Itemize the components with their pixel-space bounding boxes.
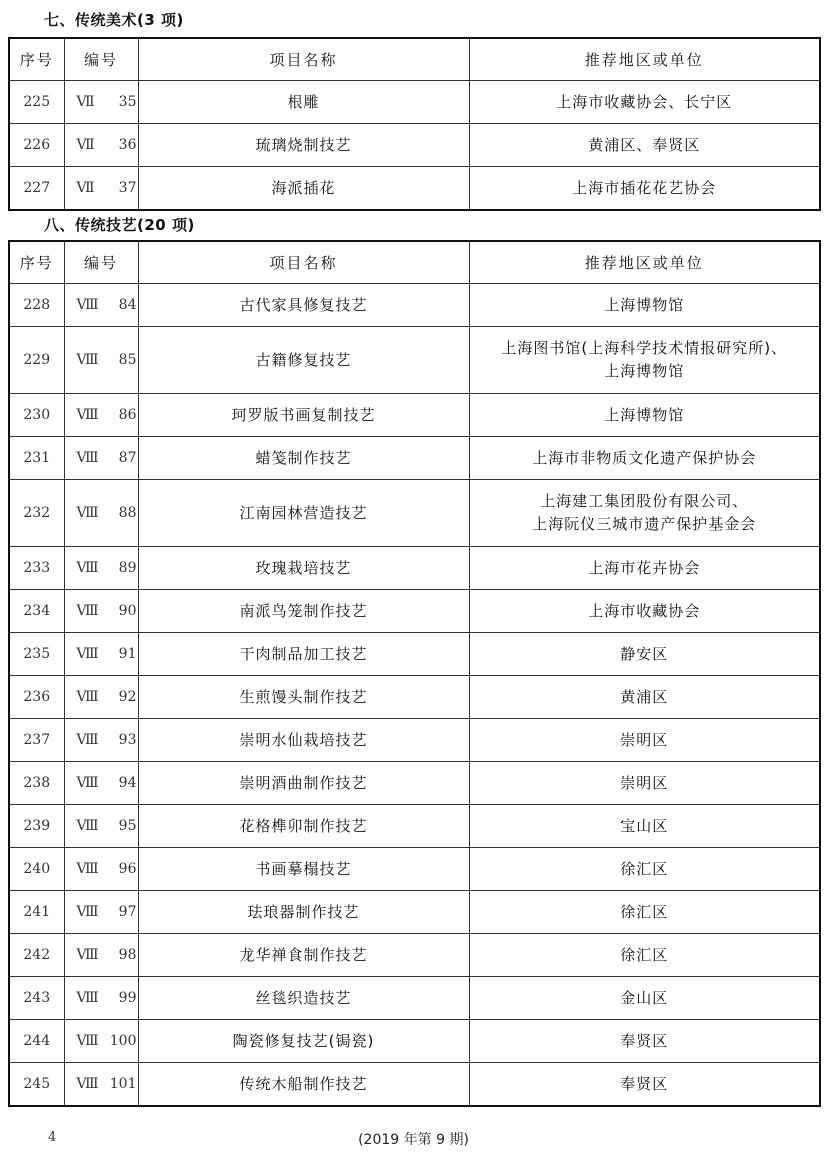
row-recommending-unit (469, 590, 820, 633)
code-category: Ⅷ (76, 559, 99, 576)
code-category: Ⅷ (76, 731, 99, 748)
table-row (9, 124, 820, 167)
row-code (64, 394, 138, 437)
code-number: 86 (118, 406, 137, 423)
row-recommending-unit (469, 1063, 820, 1107)
section-8-title: 八、传统技艺(20 项) (44, 216, 195, 234)
row-recommending-unit (469, 547, 820, 590)
row-code (64, 719, 138, 762)
row-seq: 245 (9, 1063, 64, 1107)
row-seq: 231 (9, 437, 64, 480)
row-recommending-unit (469, 327, 820, 394)
row-recommending-unit (469, 977, 820, 1020)
table-row (9, 394, 820, 437)
row-recommending-unit (469, 480, 820, 547)
unit-line: 崇明区 (620, 730, 669, 749)
code-category: Ⅶ (76, 179, 95, 196)
code-number: 98 (118, 946, 137, 963)
code-category: Ⅷ (76, 989, 99, 1006)
table-header-row (9, 241, 820, 284)
table-row (9, 762, 820, 805)
row-seq: 233 (9, 547, 64, 590)
code-number: 93 (118, 731, 137, 748)
row-recommending-unit (469, 167, 820, 211)
row-code (64, 1063, 138, 1107)
code-number: 85 (118, 351, 137, 368)
code-number: 94 (118, 774, 137, 791)
row-recommending-unit (469, 891, 820, 934)
row-project-name: 根雕 (138, 81, 469, 124)
row-project-name: 南派鸟笼制作技艺 (138, 590, 469, 633)
row-project-name: 丝毯织造技艺 (138, 977, 469, 1020)
row-project-name: 崇明水仙栽培技艺 (138, 719, 469, 762)
row-seq: 238 (9, 762, 64, 805)
code-number: 91 (118, 645, 137, 662)
unit-line: 黄浦区、奉贤区 (588, 135, 701, 154)
unit-line: 上海市花卉协会 (588, 558, 701, 577)
header-code: 编号 (64, 38, 138, 81)
page-number: 4 (48, 1130, 57, 1145)
code-category: Ⅷ (76, 1075, 99, 1092)
row-code (64, 480, 138, 547)
row-code (64, 124, 138, 167)
row-code (64, 437, 138, 480)
row-code (64, 891, 138, 934)
row-seq: 242 (9, 934, 64, 977)
table-row (9, 590, 820, 633)
row-seq: 230 (9, 394, 64, 437)
code-category: Ⅷ (76, 645, 99, 662)
row-project-name: 琉璃烧制技艺 (138, 124, 469, 167)
row-code (64, 167, 138, 211)
unit-line: 静安区 (620, 644, 669, 663)
table-row (9, 676, 820, 719)
row-project-name: 书画摹榻技艺 (138, 848, 469, 891)
row-code (64, 762, 138, 805)
row-code (64, 327, 138, 394)
row-seq: 228 (9, 284, 64, 327)
code-number: 97 (118, 903, 137, 920)
row-seq: 227 (9, 167, 64, 211)
code-number: 100 (109, 1032, 137, 1049)
unit-line: 上海市非物质文化遗产保护协会 (532, 448, 757, 467)
unit-line: 上海建工集团股份有限公司、 (540, 492, 749, 510)
row-recommending-unit (469, 1020, 820, 1063)
unit-line: 上海市收藏协会、长宁区 (556, 92, 733, 111)
row-recommending-unit (469, 805, 820, 848)
row-code (64, 1020, 138, 1063)
row-seq: 232 (9, 480, 64, 547)
row-recommending-unit (469, 81, 820, 124)
row-seq: 240 (9, 848, 64, 891)
code-number: 101 (109, 1075, 137, 1092)
row-recommending-unit (469, 762, 820, 805)
traditional-craft-table (8, 240, 821, 1107)
code-category: Ⅷ (76, 449, 99, 466)
row-recommending-unit (469, 934, 820, 977)
code-number: 99 (118, 989, 137, 1006)
table-row (9, 167, 820, 211)
code-number: 96 (118, 860, 137, 877)
code-number: 87 (118, 449, 137, 466)
header-project-name: 项目名称 (138, 38, 469, 81)
row-seq: 241 (9, 891, 64, 934)
code-number: 89 (118, 559, 137, 576)
header-code: 编号 (64, 241, 138, 284)
row-code (64, 676, 138, 719)
row-code (64, 805, 138, 848)
unit-line: 黄浦区 (620, 687, 669, 706)
row-project-name: 古代家具修复技艺 (138, 284, 469, 327)
row-project-name: 花格榫卯制作技艺 (138, 805, 469, 848)
row-recommending-unit (469, 676, 820, 719)
row-project-name: 珂罗版书画复制技艺 (138, 394, 469, 437)
header-recommending-unit: 推荐地区或单位 (469, 241, 820, 284)
code-category: Ⅷ (76, 296, 99, 313)
code-category: Ⅷ (76, 1032, 99, 1049)
row-project-name: 生煎馒头制作技艺 (138, 676, 469, 719)
row-project-name: 蜡笺制作技艺 (138, 437, 469, 480)
code-number: 84 (118, 296, 137, 313)
unit-line: 宝山区 (620, 816, 669, 835)
header-project-name: 项目名称 (138, 241, 469, 284)
row-code (64, 81, 138, 124)
code-category: Ⅷ (76, 602, 99, 619)
unit-line: 徐汇区 (620, 945, 669, 964)
unit-line: 徐汇区 (620, 859, 669, 878)
code-category: Ⅷ (76, 688, 99, 705)
header-seq: 序号 (9, 241, 64, 284)
row-project-name: 江南园林营造技艺 (138, 480, 469, 547)
unit-line: 奉贤区 (620, 1074, 669, 1093)
code-category: Ⅷ (76, 903, 99, 920)
table-row (9, 848, 820, 891)
row-seq: 244 (9, 1020, 64, 1063)
table-row (9, 805, 820, 848)
unit-line: 上海博物馆 (604, 405, 685, 424)
table-row (9, 1020, 820, 1063)
code-number: 92 (118, 688, 137, 705)
row-code (64, 633, 138, 676)
row-project-name: 崇明酒曲制作技艺 (138, 762, 469, 805)
row-seq: 226 (9, 124, 64, 167)
row-code (64, 934, 138, 977)
table-row (9, 891, 820, 934)
row-seq: 243 (9, 977, 64, 1020)
row-recommending-unit (469, 437, 820, 480)
code-category: Ⅷ (76, 946, 99, 963)
table-row (9, 633, 820, 676)
unit-line: 上海博物馆 (604, 295, 685, 314)
row-seq: 225 (9, 81, 64, 124)
code-category: Ⅷ (76, 406, 99, 423)
code-number: 88 (118, 504, 137, 521)
code-number: 36 (118, 136, 137, 153)
row-code (64, 848, 138, 891)
header-seq: 序号 (9, 38, 64, 81)
table-row (9, 437, 820, 480)
row-seq: 234 (9, 590, 64, 633)
row-code (64, 977, 138, 1020)
table-row (9, 81, 820, 124)
unit-line: 徐汇区 (620, 902, 669, 921)
code-category: Ⅷ (76, 351, 99, 368)
unit-line: 上海市插花花艺协会 (572, 178, 717, 197)
row-seq: 235 (9, 633, 64, 676)
row-project-name: 玫瑰栽培技艺 (138, 547, 469, 590)
code-category: Ⅶ (76, 136, 95, 153)
code-category: Ⅷ (76, 817, 99, 834)
row-project-name: 陶瓷修复技艺(锔瓷) (138, 1020, 469, 1063)
row-project-name: 龙华禅食制作技艺 (138, 934, 469, 977)
code-number: 95 (118, 817, 137, 834)
unit-line-2: 上海博物馆 (604, 362, 685, 380)
code-category: Ⅷ (76, 860, 99, 877)
row-project-name: 海派插花 (138, 167, 469, 211)
code-number: 35 (118, 93, 137, 110)
unit-line: 奉贤区 (620, 1031, 669, 1050)
issue-label: (2019 年第 9 期) (358, 1132, 469, 1148)
traditional-art-table (8, 37, 821, 211)
table-row (9, 1063, 820, 1107)
row-recommending-unit (469, 633, 820, 676)
section-7-title: 七、传统美术(3 项) (44, 11, 184, 29)
unit-line: 上海市收藏协会 (588, 601, 701, 620)
row-seq: 239 (9, 805, 64, 848)
row-recommending-unit (469, 394, 820, 437)
table-row (9, 977, 820, 1020)
row-project-name: 古籍修复技艺 (138, 327, 469, 394)
row-project-name: 珐琅器制作技艺 (138, 891, 469, 934)
row-project-name: 干肉制品加工技艺 (138, 633, 469, 676)
row-recommending-unit (469, 848, 820, 891)
table-row (9, 934, 820, 977)
unit-line: 金山区 (620, 988, 669, 1007)
row-seq: 229 (9, 327, 64, 394)
code-category: Ⅷ (76, 774, 99, 791)
row-seq: 237 (9, 719, 64, 762)
row-code (64, 547, 138, 590)
code-category: Ⅷ (76, 504, 99, 521)
unit-line-2: 上海阮仪三城市遗产保护基金会 (532, 515, 757, 533)
row-recommending-unit (469, 284, 820, 327)
code-number: 37 (118, 179, 137, 196)
table-row (9, 284, 820, 327)
row-code (64, 284, 138, 327)
table-header-row (9, 38, 820, 81)
row-recommending-unit (469, 719, 820, 762)
row-code (64, 590, 138, 633)
unit-line: 上海图书馆(上海科学技术情报研究所)、 (501, 339, 788, 357)
code-category: Ⅶ (76, 93, 95, 110)
table-row (9, 547, 820, 590)
table-row (9, 719, 820, 762)
row-recommending-unit (469, 124, 820, 167)
table-row (9, 480, 820, 547)
header-recommending-unit: 推荐地区或单位 (469, 38, 820, 81)
row-seq: 236 (9, 676, 64, 719)
unit-line: 崇明区 (620, 773, 669, 792)
code-number: 90 (118, 602, 137, 619)
table-row (9, 327, 820, 394)
row-project-name: 传统木船制作技艺 (138, 1063, 469, 1107)
